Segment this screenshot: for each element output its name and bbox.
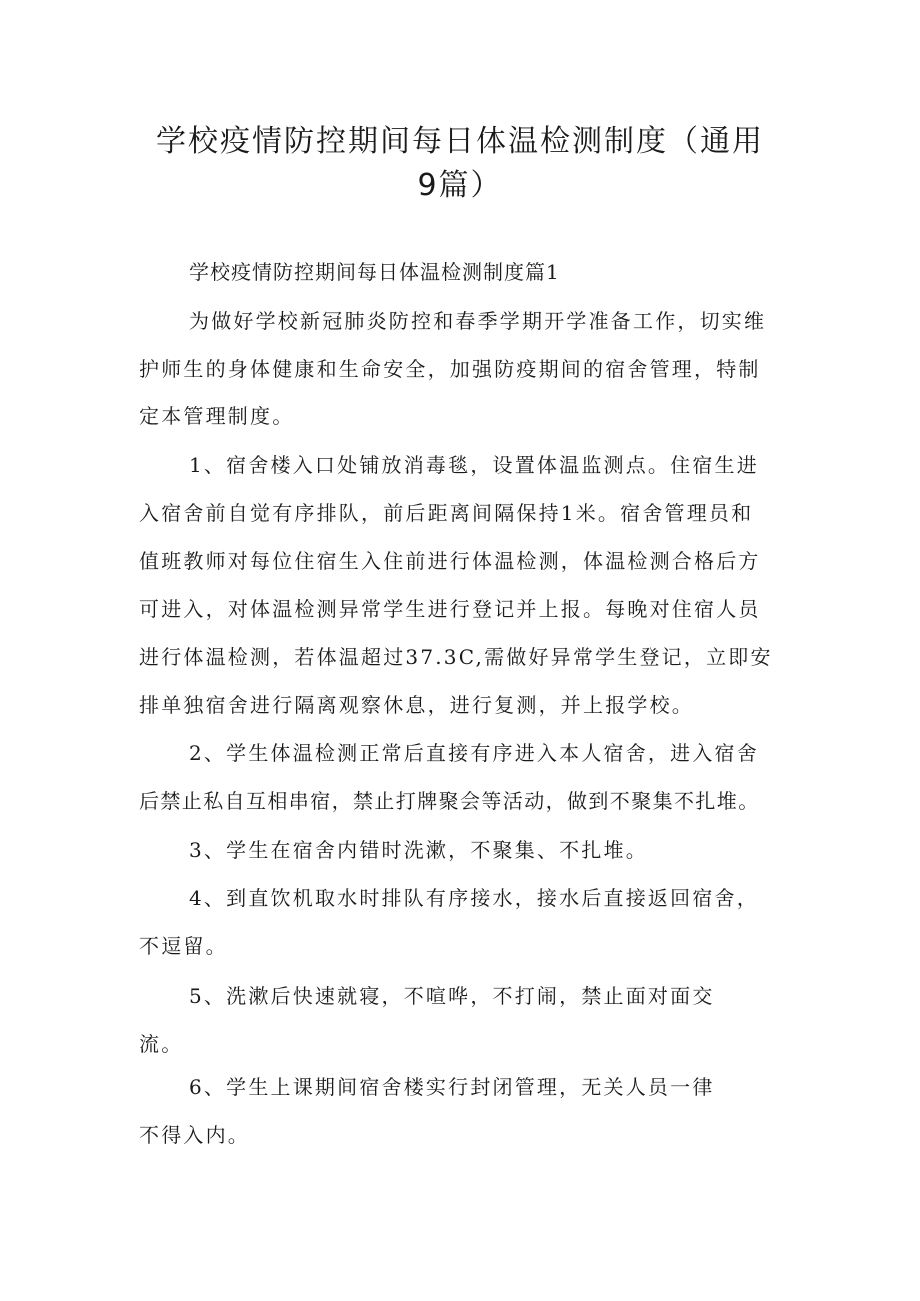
paragraph-line: 4、到直饮机取水时排队有序接水，接水后直接返回宿舍， [189,886,759,910]
paragraph-line: 3、学生在宿舍内错时洗漱，不聚集、不扎堆。 [189,838,648,862]
paragraph-line: 5、洗漱后快速就寝，不喧哗，不打闹，禁止面对面交 [189,984,715,1008]
paragraph-line: 后禁止私自互相串宿，禁止打牌聚会等活动，做到不聚集不扎堆。 [139,789,760,813]
paragraph-line: 值班教师对每位住宿生入住前进行体温检测，体温检测合格后方 [139,549,761,573]
document-title-line-1: 学校疫情防控期间每日体温检测制度（通用 [156,124,764,159]
paragraph-line: 排单独宿舍进行隔离观察休息，进行复测，并上报学校。 [139,693,694,717]
paragraph-line: 入宿舍前自觉有序排队，前后距离间隔保持1米。宿舍管理员和 [139,501,754,525]
section-heading: 学校疫情防控期间每日体温检测制度篇1 [189,260,560,284]
paragraph-line: 护师生的身体健康和生命安全，加强防疫期间的宿舍管理，特制 [139,357,761,381]
paragraph-line: 不得入内。 [139,1123,250,1147]
paragraph-line: 2、学生体温检测正常后直接有序进入本人宿舍，进入宿舍 [189,741,759,765]
paragraph-line: 6、学生上课期间宿舍楼实行封闭管理，无关人员一律 [189,1075,715,1099]
paragraph-line: 不逗留。 [139,934,228,958]
paragraph-line: 定本管理制度。 [139,404,295,428]
paragraph-line: 为做好学校新冠肺炎防控和春季学期开学准备工作，切实维 [189,309,767,333]
paragraph-line: 可进入，对体温检测异常学生进行登记并上报。每晚对住宿人员 [139,597,761,621]
document-title-line-2: 9篇） [417,168,503,203]
paragraph-line: 流。 [139,1032,184,1056]
paragraph-line: 进行体温检测，若体温超过37.3C,需做好异常学生登记，立即安 [139,645,773,669]
paragraph-line: 1、宿舍楼入口处铺放消毒毯，设置体温监测点。住宿生进 [189,453,759,477]
